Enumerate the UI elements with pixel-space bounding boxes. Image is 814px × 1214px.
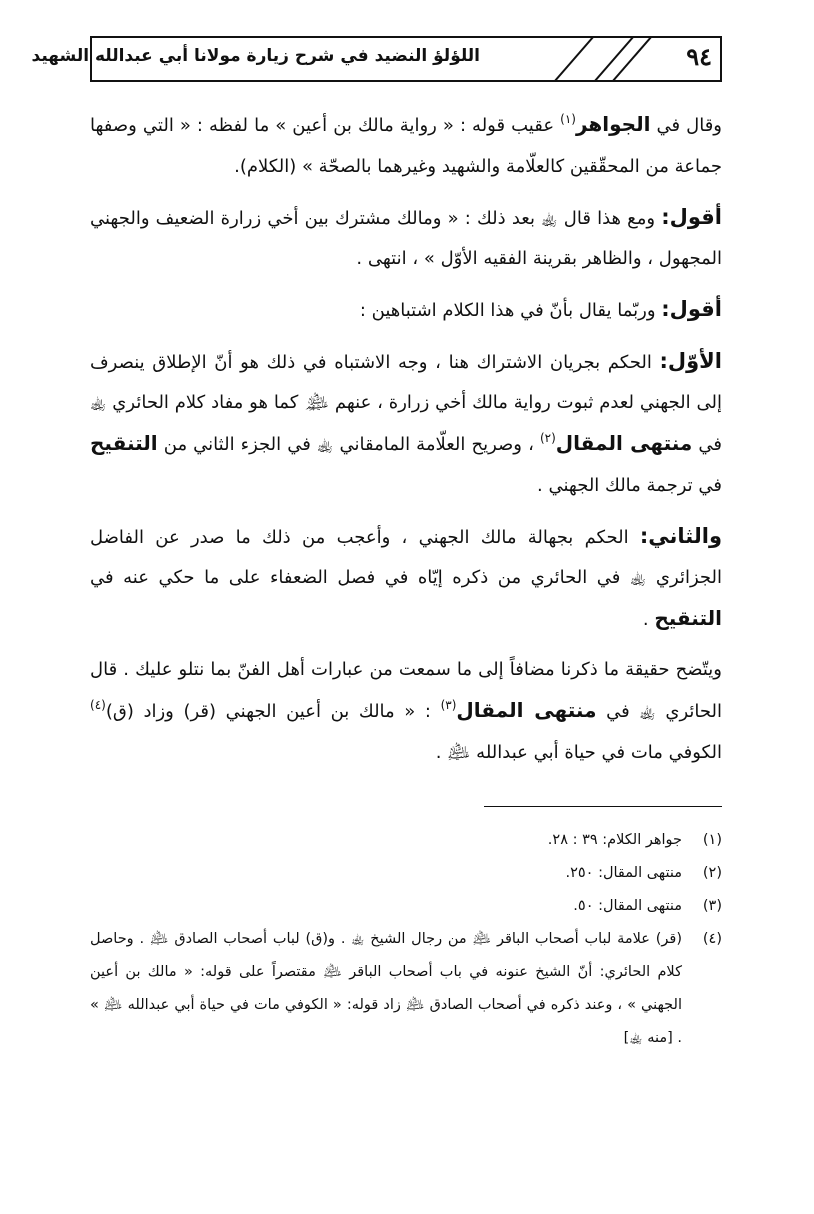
paragraph-5	[90, 516, 722, 640]
footnote-3	[90, 890, 722, 923]
p2-lead: أقول:	[661, 205, 722, 229]
p6-text2: : « مالك بن أعين الجهني (قر) وزاد (ق)	[105, 701, 441, 722]
p1-post: عقيب قوله : « رواية مالك بن أعين » ما لفظه : « التي وصفها جماعة من المحقّقين كالعلّامة والشهيد وغيرهما بالصحّة » (الكلام).	[90, 115, 722, 177]
p5-book-title: التنقيح	[654, 606, 722, 630]
main-text	[90, 104, 722, 783]
footnote-text: (قر) علامة لباب أصحاب الباقر ﵇ من رجال الشيخ ﵀ . و(ق) لباب أصحاب الصادق ﵇ . وحاصل كلام الحائري: أنّ الشيخ عنونه في باب أصحاب الباقر ﵇ مقتصراً على قوله: « مالك بن أعين الجهني » ، وعند ذكره في أصحاب الصادق ﵇ زاد قوله: « الكوفي مات في حياة أبي عبدالله ﵇ » . [منه ﵀]	[90, 931, 682, 1046]
footnote-4	[90, 923, 722, 1055]
p2-text: ومع هذا قال ﵀ بعد ذلك : « ومالك مشترك بين أخي زرارة الضعيف والجهني المجهول ، والظاهر بقرينة الفقيه الأوّل » ، انتهى .	[90, 208, 722, 269]
footnote-number: (٢)	[702, 865, 722, 881]
footnote-text: جواهر الكلام: ٣٩ : ٢٨.	[547, 832, 682, 848]
paragraph-4	[90, 341, 722, 506]
footnote-ref-4[interactable]: (٤)	[90, 698, 106, 712]
footnote-ref-1[interactable]: (١)	[560, 112, 576, 126]
paragraph-2	[90, 197, 722, 279]
header-decoration	[554, 36, 684, 82]
footnote-separator	[484, 806, 722, 807]
footnote-number: (٣)	[702, 898, 722, 914]
p6-text1: ويتّضح حقيقة ما ذكرنا مضافاً إلى ما سمعت من عبارات أهل الفنّ بما نتلو عليك . قال الحائري ﵀ في	[90, 659, 722, 722]
footnote-text: منتهى المقال: ٢٥٠.	[565, 865, 682, 881]
paragraph-1	[90, 104, 722, 187]
p5-end: .	[642, 609, 655, 630]
footnote-number: (٤)	[702, 931, 722, 947]
p1-book-title: الجواهر	[575, 112, 651, 136]
p4-text2: ، وصريح العلّامة المامقاني ﵀ في الجزء الثاني من	[157, 434, 540, 455]
p6-text3: الكوفي مات في حياة أبي عبدالله ﵇ .	[435, 742, 722, 763]
p1-pre: وقال في	[650, 115, 722, 136]
footnote-1	[90, 824, 722, 857]
footnote-ref-2[interactable]: (٢)	[539, 431, 556, 445]
p4-book-title-1: منتهى المقال	[555, 431, 693, 455]
p4-text3: في ترجمة مالك الجهني .	[537, 475, 722, 496]
p3-lead: أقول:	[661, 297, 722, 321]
p4-lead: الأوّل:	[659, 349, 722, 373]
footnote-ref-3[interactable]: (٣)	[440, 698, 457, 712]
running-title: اللؤلؤ النضيد في شرح زيارة مولانا أبي عبدالله الشهيد	[31, 46, 480, 66]
footnote-text: منتهى المقال: ٥٠.	[573, 898, 682, 914]
footnotes	[90, 824, 722, 1055]
paragraph-6	[90, 650, 722, 773]
page-number: ٩٤	[686, 42, 712, 71]
p3-text: وربّما يقال بأنّ في هذا الكلام اشتباهين :	[359, 300, 662, 321]
p4-text1: الحكم بجريان الاشتراك هنا ، وجه الاشتباه في ذلك هو أنّ الإطلاق ينصرف إلى الجهني لعدم ثبوت رواية مالك أخي زرارة ، عنهم ﵈ كما هو مفاد كلام الحائري ﵀ في	[90, 352, 722, 455]
p4-book-title-2: التنقيح	[90, 431, 158, 455]
footnote-number: (١)	[702, 832, 722, 848]
p5-text: الحكم بجهالة مالك الجهني ، وأعجب من ذلك ما صدر عن الفاضل الجزائري ﵀ في الحائري من ذكره إيّاه في فصل الضعفاء على ما حكي عنه في	[90, 527, 722, 588]
running-header	[31, 36, 722, 82]
p5-lead: والثاني:	[639, 524, 722, 548]
p6-book-title: منتهى المقال	[456, 698, 597, 722]
footnote-2	[90, 857, 722, 890]
paragraph-3	[90, 289, 722, 331]
